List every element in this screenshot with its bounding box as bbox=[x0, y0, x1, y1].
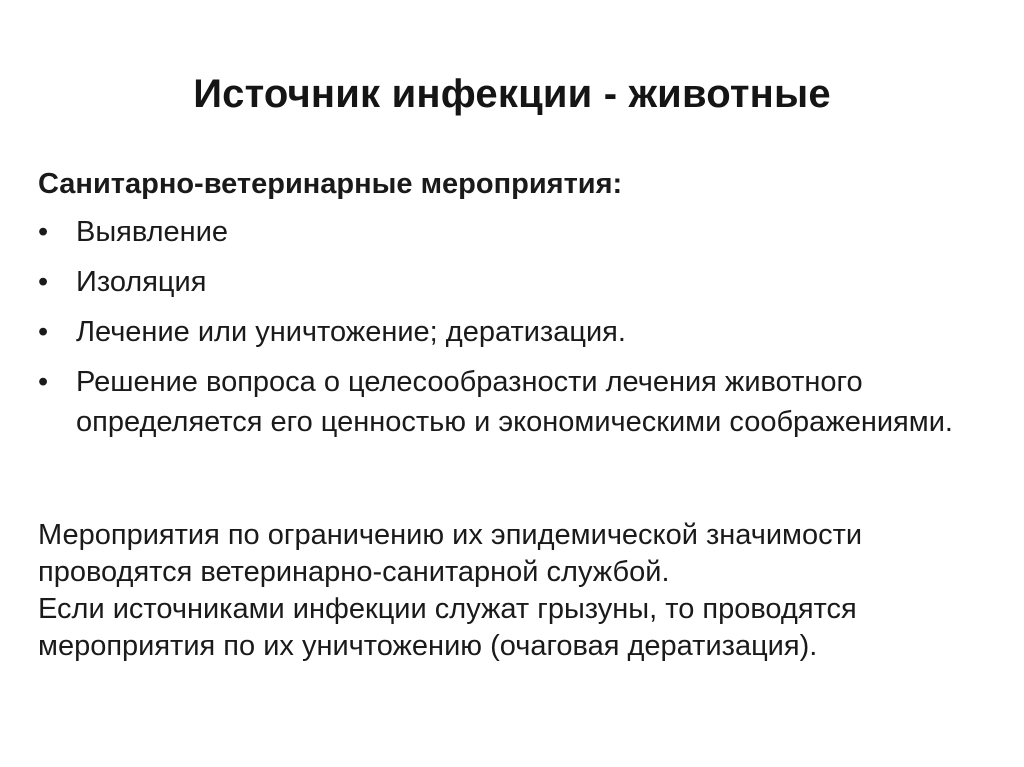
bullet-icon: • bbox=[38, 366, 49, 398]
paragraph-rodents: Если источниками инфекции служат грызуны, то проводятся мероприятия по их уничтожению (очаговая дератизация). bbox=[38, 593, 857, 662]
bullet-text: Изоляция bbox=[76, 266, 207, 298]
section-heading: Санитарно-ветеринарные мероприятия: bbox=[38, 168, 623, 200]
bullet-item-detection bbox=[38, 212, 988, 252]
bullet-text: Решение вопроса о целесообразности лечения животного определяется его ценностью и экономическими соображениями. bbox=[76, 366, 953, 438]
bullet-icon: • bbox=[38, 266, 49, 298]
bullet-item-decision bbox=[38, 362, 988, 442]
bullet-icon: • bbox=[38, 316, 49, 348]
bullet-text: Лечение или уничтожение; дератизация. bbox=[76, 316, 626, 348]
slide-title: Источник инфекции - животные bbox=[193, 72, 831, 116]
bullet-list bbox=[38, 212, 988, 452]
bullet-item-treatment bbox=[38, 312, 988, 352]
bullet-item-isolation bbox=[38, 262, 988, 302]
bullet-icon: • bbox=[38, 216, 49, 248]
paragraph-measures: Мероприятия по ограничению их эпидемической значимости проводятся ветеринарно-санитарной службой. bbox=[38, 519, 863, 588]
bullet-text: Выявление bbox=[76, 216, 229, 248]
